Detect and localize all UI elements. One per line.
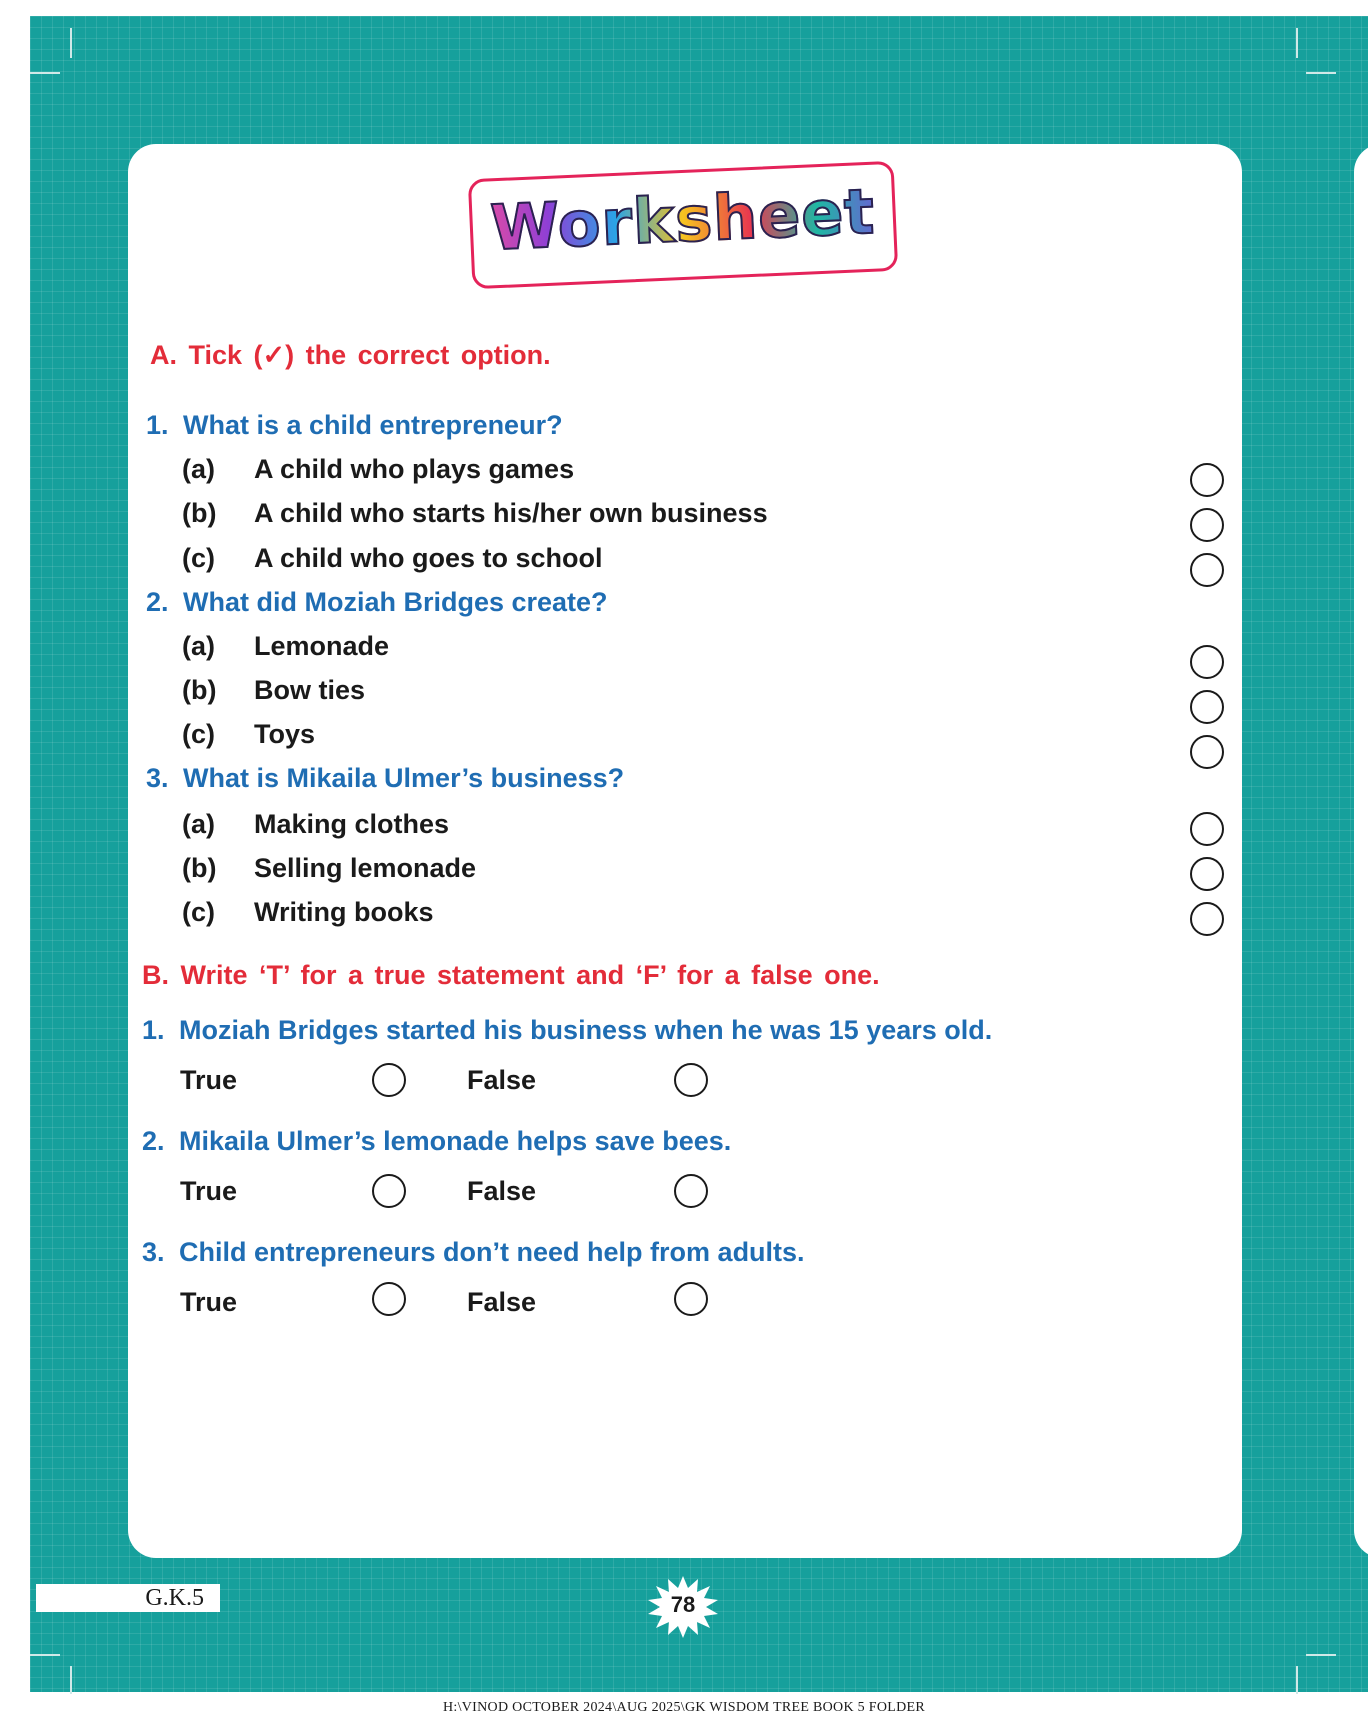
option-letter: (a) (182, 631, 215, 661)
tick-circle[interactable] (1190, 508, 1224, 542)
option-text: Toys (254, 719, 316, 749)
false-circle[interactable] (674, 1174, 708, 1208)
option-letter: (c) (182, 719, 215, 749)
file-path: H:\VINOD OCTOBER 2024\AUG 2025\GK WISDOM TREE BOOK 5 FOLDER (442, 1700, 926, 1715)
question-text: What did Moziah Bridges create? (183, 587, 608, 617)
true-circle[interactable] (372, 1174, 406, 1208)
statement-text: Mikaila Ulmer’s lemonade helps save bees. (179, 1126, 732, 1156)
tick-circle[interactable] (1190, 690, 1224, 724)
option-letter: (b) (182, 853, 217, 883)
tick-circle[interactable] (1190, 735, 1224, 769)
false-label: False (467, 1287, 537, 1317)
true-circle[interactable] (372, 1063, 406, 1097)
crop-mark (1296, 1666, 1298, 1694)
option-letter: (c) (182, 543, 215, 573)
book-label: G.K.5 (36, 1584, 220, 1612)
false-circle[interactable] (674, 1063, 708, 1097)
question-number: 3. (146, 763, 169, 793)
title-frame (468, 161, 898, 289)
true-circle[interactable] (372, 1282, 406, 1316)
option-letter: (c) (182, 897, 215, 927)
option-letter: (b) (182, 498, 217, 528)
crop-mark (1306, 1654, 1336, 1656)
option-text: Lemonade (254, 631, 390, 661)
tick-circle[interactable] (1190, 463, 1224, 497)
false-label: False (467, 1176, 537, 1206)
crop-mark (30, 72, 60, 74)
statement-number: 2. (142, 1126, 165, 1156)
worksheet-title: Worksheet (471, 174, 894, 265)
option-letter: (a) (182, 454, 215, 484)
true-label: True (180, 1287, 238, 1317)
true-label: True (180, 1065, 238, 1095)
next-page-card-edge (1354, 144, 1368, 1558)
question-number: 1. (146, 410, 169, 440)
statement-number: 1. (142, 1015, 165, 1045)
statement-number: 3. (142, 1237, 165, 1267)
question-text: What is Mikaila Ulmer’s business? (183, 763, 625, 793)
crop-mark (1296, 28, 1298, 58)
option-letter: (a) (182, 809, 215, 839)
option-text: Selling lemonade (254, 853, 477, 883)
tick-circle[interactable] (1190, 857, 1224, 891)
false-circle[interactable] (674, 1282, 708, 1316)
section-b-heading: B. Write ‘T’ for a true statement and ‘F’ for a false one. (142, 960, 880, 990)
question-number: 2. (146, 587, 169, 617)
statement-text: Child entrepreneurs don’t need help from adults. (179, 1237, 805, 1267)
option-letter: (b) (182, 675, 217, 705)
tick-circle[interactable] (1190, 902, 1224, 936)
option-text: Bow ties (254, 675, 366, 705)
tick-circle[interactable] (1190, 553, 1224, 587)
option-text: Making clothes (254, 809, 450, 839)
option-text: A child who starts his/her own business (254, 498, 768, 528)
tick-circle[interactable] (1190, 645, 1224, 679)
option-text: A child who plays games (254, 454, 575, 484)
section-a-heading: A. Tick (✓) the correct option. (150, 340, 551, 370)
false-label: False (467, 1065, 537, 1095)
statement-text: Moziah Bridges started his business when he was 15 years old. (179, 1015, 993, 1045)
option-text: Writing books (254, 897, 434, 927)
page-number: 78 (670, 1592, 696, 1617)
true-label: True (180, 1176, 238, 1206)
crop-mark (30, 1654, 60, 1656)
option-text: A child who goes to school (254, 543, 603, 573)
crop-mark (70, 28, 72, 58)
tick-circle[interactable] (1190, 812, 1224, 846)
crop-mark (1306, 72, 1336, 74)
question-text: What is a child entrepreneur? (183, 410, 563, 440)
crop-mark (70, 1666, 72, 1694)
